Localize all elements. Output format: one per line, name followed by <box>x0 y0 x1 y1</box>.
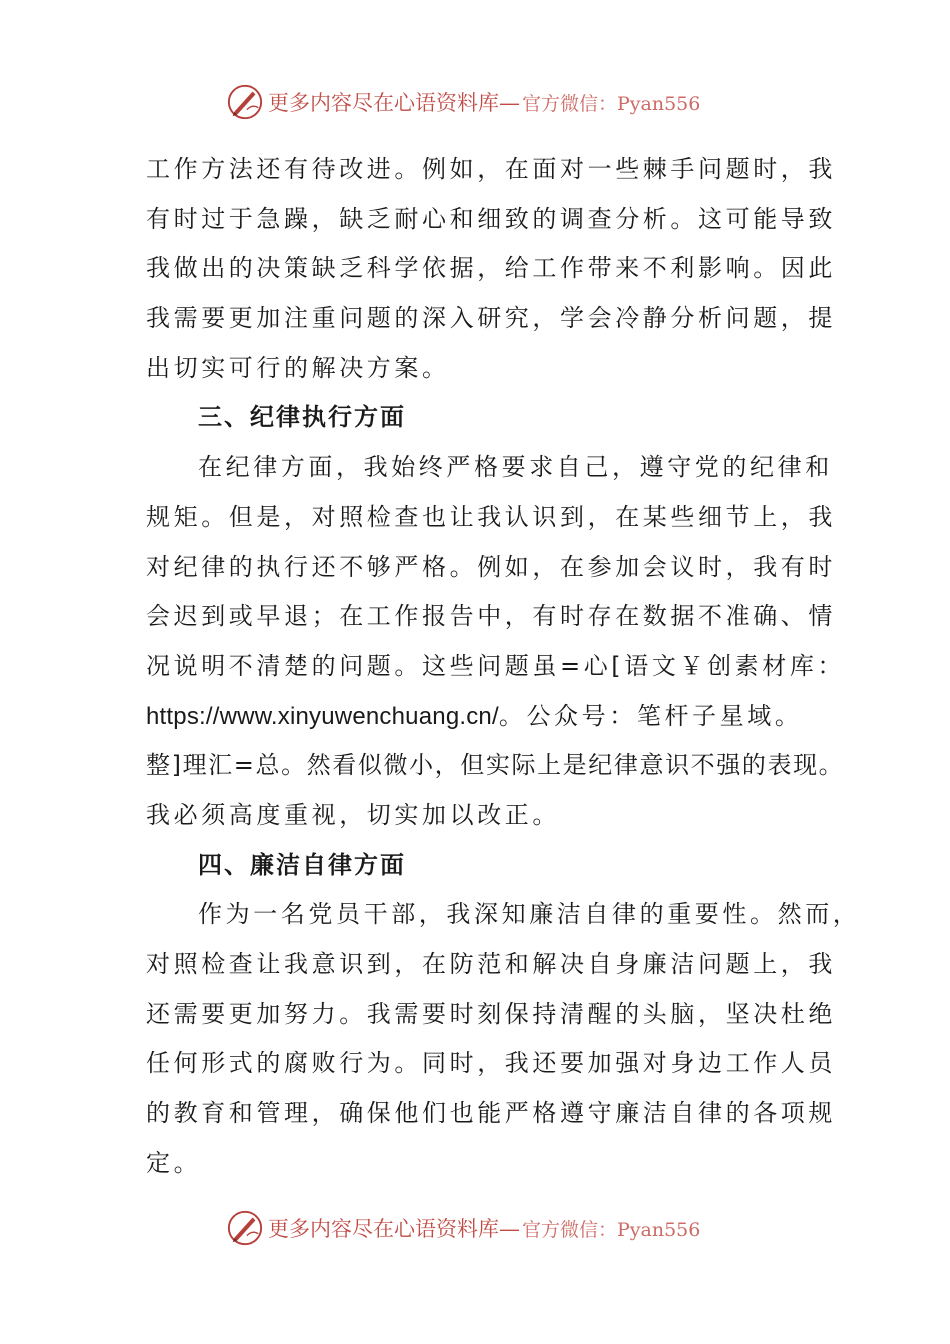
paragraph-line: 会迟到或早退；在工作报告中，有时存在数据不准确、情 <box>146 602 836 631</box>
paragraph-line: 整]理汇=总。然看似微小，但实际上是纪律意识不强的表现。 <box>146 751 845 780</box>
paragraph-line: 作为一名党员干部，我深知廉洁自律的重要性。然而， <box>198 900 861 929</box>
paragraph-line: 我必须高度重视，切实加以改正。 <box>146 800 560 829</box>
watermark-dash: — <box>499 91 520 115</box>
section-heading-3: 三、纪律执行方面 <box>198 403 406 432</box>
paragraph-line: 规矩。但是，对照检查也让我认识到，在某些细节上，我 <box>146 502 836 531</box>
paragraph-line: 对纪律的执行还不够严格。例如，在参加会议时，我有时 <box>146 552 836 581</box>
paragraph-line: 况说明不清楚的问题。这些问题虽=心[语文￥创素材库： <box>146 651 846 680</box>
paragraph-line: 我需要更加注重问题的深入研究，学会冷静分析问题，提 <box>146 304 836 333</box>
paragraph-line: 在纪律方面，我始终严格要求自己，遵守党的纪律和 <box>198 453 833 482</box>
paragraph-line: 的教育和管理，确保他们也能严格遵守廉洁自律的各项规 <box>146 1099 836 1128</box>
footer-watermark <box>226 1208 700 1248</box>
watermark-wechat-text: 官方微信：Pyan556 <box>522 93 701 115</box>
paragraph-line: 我做出的决策缺乏科学依据，给工作带来不利影响。因此 <box>146 254 836 283</box>
header-watermark <box>226 82 700 122</box>
section-heading-4: 四、廉洁自律方面 <box>198 850 406 879</box>
paragraph-line: 对照检查让我意识到，在防范和解决自身廉洁问题上，我 <box>146 950 836 978</box>
paragraph-line-url <box>146 692 826 742</box>
document-body <box>146 145 861 1188</box>
watermark-main-text: 更多内容尽在心语资料库 <box>268 1217 499 1241</box>
watermark-main-text: 更多内容尽在心语资料库 <box>268 91 499 115</box>
pen-logo-icon <box>226 1209 264 1247</box>
url-tail-text: 。公众号：笔杆子星域。 <box>498 701 803 730</box>
paragraph-line: 出切实可行的解决方案。 <box>146 353 450 382</box>
paragraph-line: 任何形式的腐败行为。同时，我还要加强对身边工作人员 <box>146 1049 836 1078</box>
pen-logo-icon <box>226 83 264 121</box>
source-url-link[interactable]: https://www.xinyuwenchuang.cn/ <box>146 702 499 730</box>
watermark-wechat-text: 官方微信：Pyan556 <box>522 1219 701 1241</box>
paragraph-line: 定。 <box>146 1148 202 1177</box>
paragraph-line: 还需要更加努力。我需要时刻保持清醒的头脑，坚决杜绝 <box>146 999 836 1028</box>
paragraph-line: 有时过于急躁，缺乏耐心和细致的调查分析。这可能导致 <box>146 204 836 233</box>
paragraph-line: 工作方法还有待改进。例如，在面对一些棘手问题时，我 <box>146 155 836 183</box>
watermark-dash: — <box>499 1217 520 1241</box>
